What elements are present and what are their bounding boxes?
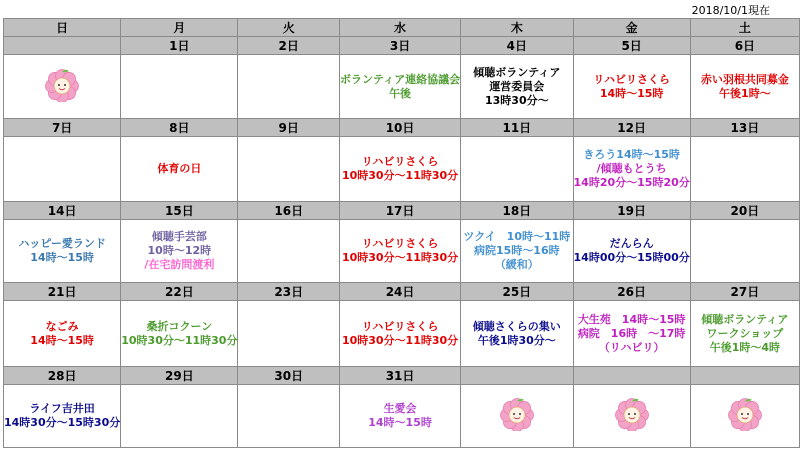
week-3-event-row [4,220,800,283]
event-cell-tue [238,55,340,119]
date-label-tue: 16日 [238,202,340,220]
date-label-tue: 2日 [238,37,340,55]
event-cell-fri [573,55,690,119]
event-cell-sat [690,220,799,283]
flower-mascot-icon [500,397,534,431]
date-label-sun [4,37,121,55]
event-cell-tue [238,137,340,202]
date-label-thu [461,367,573,385]
date-label-wed: 10日 [340,119,461,137]
event-text: 14時20分～15時20分 [573,176,690,189]
date-label-sun: 28日 [4,367,121,385]
date-label-sat: 6日 [690,37,799,55]
event-text: 10時30分～11時30分 [341,333,459,347]
weekday-sat: 土 [690,19,799,37]
event-cell-wed [340,301,461,367]
event-cell-wed [340,55,461,119]
date-label-wed: 31日 [340,367,461,385]
event-text: 午後 [389,86,412,100]
date-label-sat: 27日 [690,283,799,301]
week-4-date-row [4,283,800,301]
event-cell-sun [4,385,121,448]
event-cell-sun [4,55,121,119]
event-text: リハビリさくら [593,72,670,86]
date-label-mon: 15日 [121,202,238,220]
event-text: なごみ [45,319,79,333]
event-cell-sun [4,137,121,202]
week-1-date-row [4,37,800,55]
event-text: ライフ吉井田 [29,402,95,415]
event-text: /在宅訪問渡利 [144,258,215,271]
date-label-sat: 20日 [690,202,799,220]
event-text: ハッピー愛ランド [18,237,106,250]
date-label-thu: 18日 [461,202,573,220]
event-cell-thu [461,137,573,202]
event-cell-fri [573,137,690,202]
week-5-date-row [4,367,800,385]
event-text: 体育の日 [157,162,202,175]
event-text: リハビリさくら [361,237,439,250]
event-text: 10時～12時 [147,244,212,257]
event-text: 14時30分～15時30分 [4,416,121,429]
event-text: きろう14時～15時 [583,148,680,161]
event-text: 傾聴ボランティア [473,65,561,79]
event-cell-tue [238,385,340,448]
week-3-date-row [4,202,800,220]
event-text: リハビリさくら [361,155,439,168]
week-2-event-row [4,137,800,202]
event-cell-fri [573,301,690,367]
event-text: /傾聴もとうち [596,162,667,175]
event-text: だんらん [609,237,654,250]
event-text: 13時30分～ [485,93,549,107]
date-label-wed: 24日 [340,283,461,301]
event-text: 午後1時30分～ [477,333,556,347]
event-cell-tue [238,220,340,283]
event-cell-wed [340,220,461,283]
event-text: 14時～15時 [30,333,94,347]
week-5-event-row [4,385,800,448]
weekday-thu: 木 [461,19,573,37]
event-text: 14時～15時 [599,86,664,100]
event-text: （リハビリ） [598,340,665,354]
event-cell-thu [461,220,573,283]
date-label-tue: 9日 [238,119,340,137]
date-label-mon: 29日 [121,367,238,385]
event-text: 10時30分～11時30分 [121,333,238,347]
event-text: 10時30分～11時30分 [341,169,459,182]
event-text: 赤い羽根共同募金 [700,72,789,86]
event-text: 生愛会 [383,402,417,415]
event-text: （緩和） [494,258,539,271]
date-label-tue: 23日 [238,283,340,301]
event-text: 傾聴手芸部 [151,230,207,243]
event-cell-sat [690,55,799,119]
date-label-mon: 22日 [121,283,238,301]
date-label-fri: 19日 [573,202,690,220]
event-text: 運営委員会 [489,79,545,93]
date-label-wed: 17日 [340,202,461,220]
date-label-tue: 30日 [238,367,340,385]
event-text: 14時00分～15時00分 [573,251,690,264]
event-cell-mon [121,55,238,119]
event-cell-thu [461,385,573,448]
week-1-event-row [4,55,800,119]
date-label-sun: 14日 [4,202,121,220]
date-label-sun: 7日 [4,119,121,137]
event-text: ツクイ 10時～11時 [463,230,571,243]
date-label-fri [573,367,690,385]
event-cell-fri [573,220,690,283]
weekday-tue: 火 [238,19,340,37]
weekday-mon: 月 [121,19,238,37]
date-label-fri: 26日 [573,283,690,301]
as-of-date: 2018/10/1現在 [691,4,770,17]
weekday-header-row [4,19,800,37]
weekday-fri: 金 [573,19,690,37]
event-text: 病院15時～16時 [474,244,560,257]
date-label-fri: 5日 [573,37,690,55]
event-text: 大生苑 14時～15時 [577,312,686,326]
event-text: 傾聴さくらの集い [472,319,561,333]
flower-mascot-icon [615,397,649,431]
event-text: 病院 16時 ～17時 [577,326,686,340]
date-label-sat: 13日 [690,119,799,137]
date-label-wed: 3日 [340,37,461,55]
event-cell-mon [121,220,238,283]
week-4-event-row [4,301,800,367]
event-cell-thu [461,55,573,119]
event-text: 10時30分～11時30分 [341,251,459,264]
event-cell-sun [4,301,121,367]
event-text: 午後1時～ [719,86,771,100]
date-label-sun: 21日 [4,283,121,301]
event-cell-sat [690,385,799,448]
date-label-mon: 1日 [121,37,238,55]
event-cell-wed [340,137,461,202]
event-cell-sat [690,301,799,367]
weekday-wed: 水 [340,19,461,37]
event-cell-sat [690,137,799,202]
date-label-mon: 8日 [121,119,238,137]
week-2-date-row [4,119,800,137]
date-label-thu: 4日 [461,37,573,55]
event-cell-mon [121,385,238,448]
event-cell-tue [238,301,340,367]
event-text: ワークショップ [706,326,784,340]
event-cell-wed [340,385,461,448]
event-text: ボランティア連絡協議会 [340,72,461,86]
event-text: 桑折コクーン [146,319,213,333]
event-text: 14時～15時 [368,416,432,429]
date-label-thu: 11日 [461,119,573,137]
event-cell-fri [573,385,690,448]
event-text: 午後1時～4時 [709,340,781,354]
flower-mascot-icon [45,68,79,102]
flower-mascot-icon [728,397,762,431]
event-cell-mon [121,137,238,202]
date-label-fri: 12日 [573,119,690,137]
october-calendar [3,18,800,448]
date-label-thu: 25日 [461,283,573,301]
date-label-sat [690,367,799,385]
weekday-sun: 日 [4,19,121,37]
event-text: リハビリさくら [361,319,439,333]
event-text: 14時～15時 [30,251,94,264]
event-cell-sun [4,220,121,283]
event-cell-mon [121,301,238,367]
event-text: 傾聴ボランティア [701,312,789,326]
event-cell-thu [461,301,573,367]
